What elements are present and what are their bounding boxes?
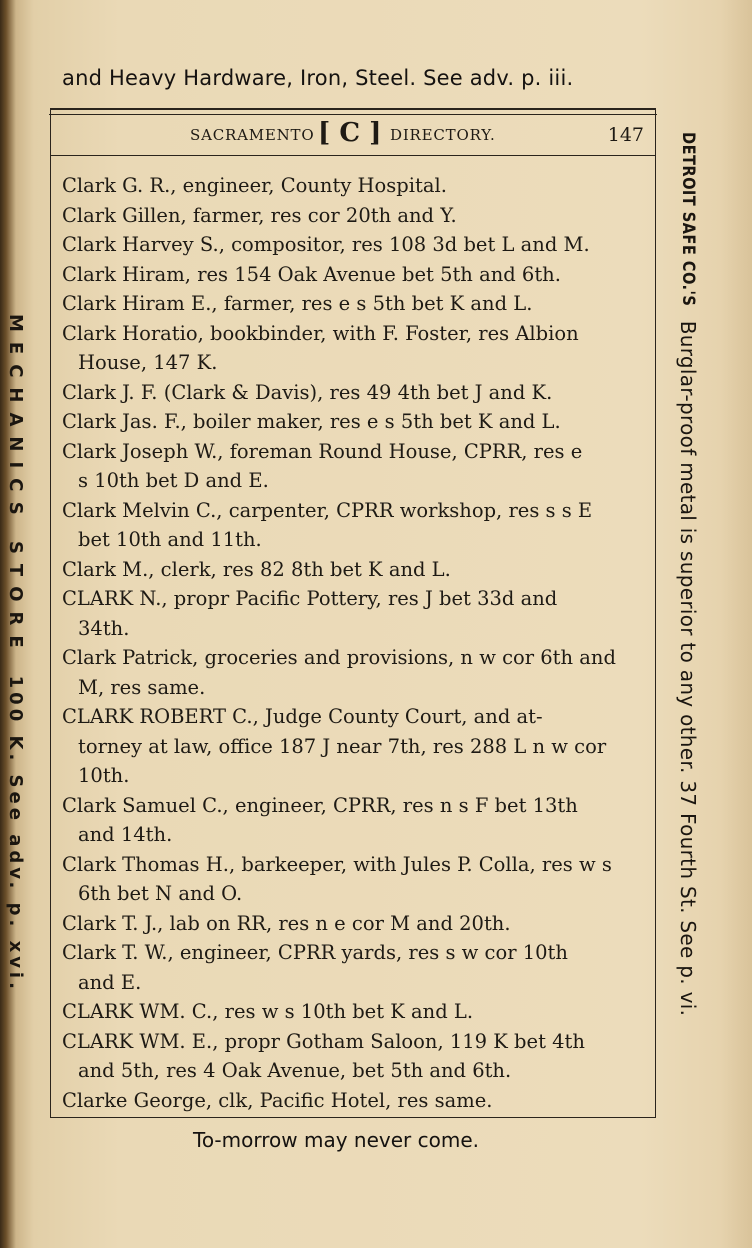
directory-entry-continuation: and 14th.: [78, 823, 173, 846]
directory-entry: Clark Gillen, farmer, res cor 20th and Y.: [62, 203, 457, 227]
directory-entry: Clark J. F. (Clark & Davis), res 49 4th bet J and K.: [62, 380, 553, 404]
directory-entry-continuation: s 10th bet D and E.: [78, 469, 269, 492]
directory-entry: Clark Horatio, bookbinder, with F. Foster, res Albion: [62, 321, 579, 345]
directory-entry: CLARK WM. E., propr Gotham Saloon, 119 K bet 4th: [62, 1029, 585, 1053]
directory-entry: CLARK ROBERT C., Judge County Court, and at-: [62, 705, 543, 728]
directory-entry: Clark Hiram, res 154 Oak Avenue bet 5th and 6th.: [62, 262, 561, 286]
directory-entry-continuation: and E.: [78, 970, 142, 994]
top-advert-banner: and Heavy Hardware, Iron, Steel. See adv. p. iii.: [62, 66, 574, 90]
running-head-title: DIRECTORY.: [390, 126, 496, 144]
directory-entry: CLARK WM. C., res w s 10th bet K and L.: [62, 1000, 474, 1023]
directory-entry-continuation: House, 147 K.: [78, 351, 218, 374]
directory-entry-continuation: bet 10th and 11th.: [78, 528, 262, 551]
left-advert-store-name: MECHANICS STORE: [5, 314, 27, 658]
running-head: [50, 118, 656, 156]
directory-entry-continuation: and 5th, res 4 Oak Avenue, bet 5th and 6th.: [78, 1059, 512, 1082]
left-advert-address: 100 K. See adv. p. xvi.: [5, 675, 27, 993]
directory-entry: Clarke George, clk, Pacific Hotel, res same.: [62, 1088, 493, 1112]
running-head-city: SACRAMENTO: [190, 126, 315, 144]
right-margin-advert: [672, 132, 704, 1132]
directory-entry: Clark T. W., engineer, CPRR yards, res s w cor 10th: [62, 941, 568, 964]
directory-entry: Clark M., clerk, res 82 8th bet K and L.: [62, 557, 451, 581]
directory-entries: [62, 171, 648, 1115]
right-advert-text: Burglar-proof metal is superior to any other. 37 Fourth St. See p. vi.: [676, 320, 700, 1017]
directory-entry: CLARK N., propr Pacific Pottery, res J bet 33d and: [62, 587, 558, 610]
page-number: 147: [607, 124, 644, 146]
directory-entry: Clark Samuel C., engineer, CPRR, res n s F bet 13th: [62, 793, 578, 817]
running-head-letter: [ C ]: [318, 118, 382, 148]
directory-entry: Clark Hiram E., farmer, res e s 5th bet K and L.: [62, 292, 533, 315]
directory-entry: Clark Melvin C., carpenter, CPRR workshop, res s s E: [62, 498, 593, 522]
directory-entry-continuation: 34th.: [78, 616, 130, 640]
left-margin-advert: [2, 314, 30, 993]
directory-entry: Clark Patrick, groceries and provisions, n w cor 6th and: [62, 646, 616, 669]
bottom-motto-banner: To-morrow may never come.: [193, 1128, 479, 1152]
directory-entry: Clark Thomas H., barkeeper, with Jules P. Colla, res w s: [62, 852, 612, 876]
directory-entry: Clark G. R., engineer, County Hospital.: [62, 174, 447, 197]
directory-entry-continuation: M, res same.: [78, 675, 206, 699]
right-advert-company: DETROIT SAFE CO.'S: [678, 132, 698, 307]
directory-entry-continuation: 10th.: [78, 764, 130, 787]
directory-entry: Clark Jas. F., boiler maker, res e s 5th bet K and L.: [62, 410, 561, 433]
directory-entry: Clark T. J., lab on RR, res n e cor M and 20th.: [62, 911, 511, 935]
directory-entry-continuation: 6th bet N and O.: [78, 882, 243, 905]
directory-entry: Clark Harvey S., compositor, res 108 3d bet L and M.: [62, 233, 590, 256]
directory-entry-continuation: torney at law, office 187 J near 7th, res 288 L n w cor: [78, 734, 607, 758]
directory-entry: Clark Joseph W., foreman Round House, CPRR, res e: [62, 439, 583, 463]
